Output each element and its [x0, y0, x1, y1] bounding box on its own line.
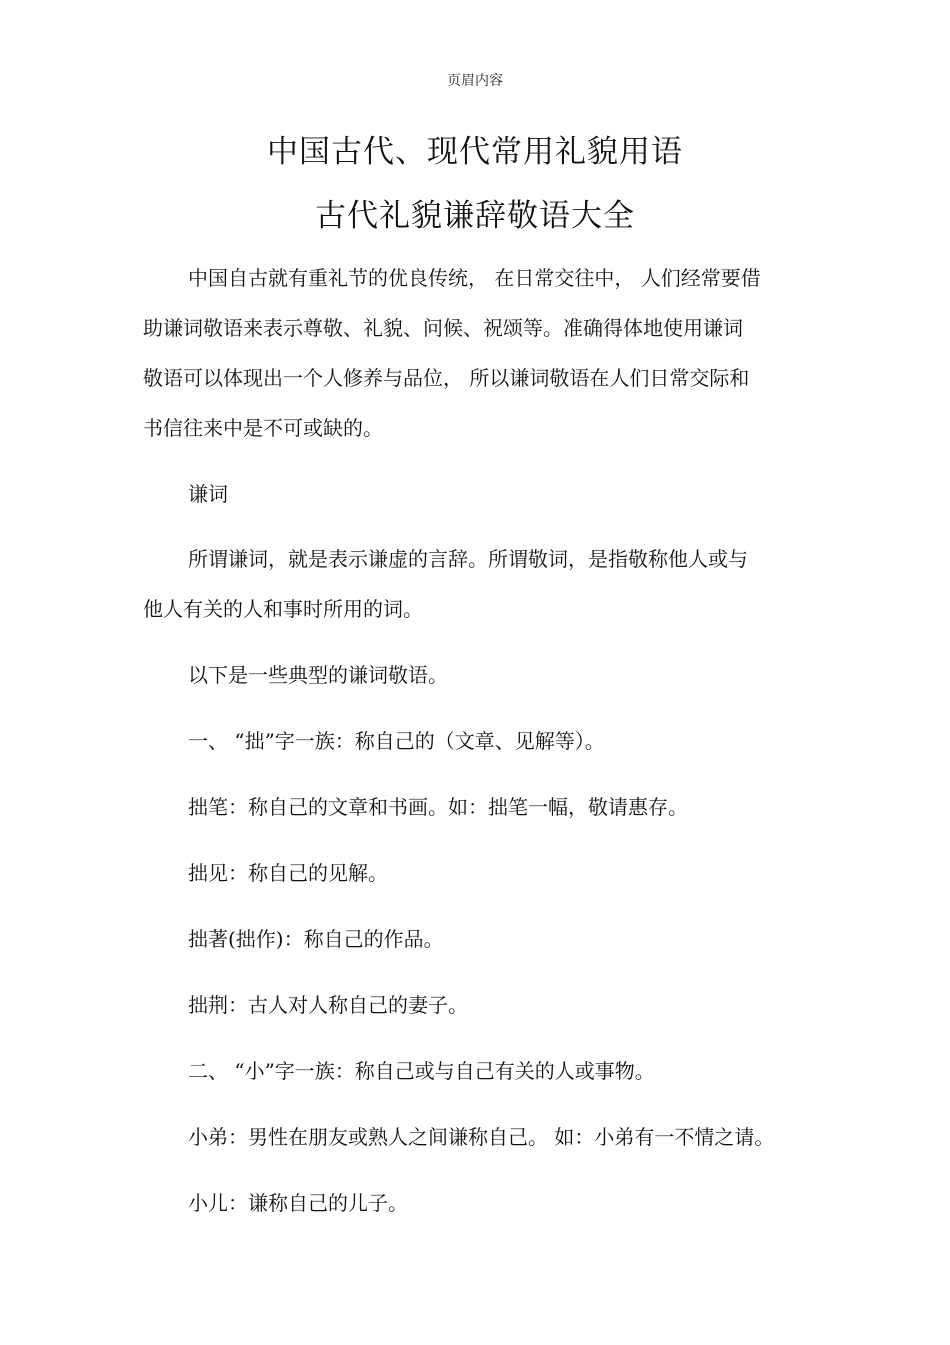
group1-item: 拙笔：称自己的文章和书画。如：拙笔一幅，敬请惠存。 [188, 795, 688, 819]
document-title: 中国古代、现代常用礼貌用语 [267, 134, 683, 170]
document-subtitle: 古代礼貌谦辞敬语大全 [315, 198, 635, 234]
group2-heading: 二、 “小”字一族：称自己或与自己有关的人或事物。 [188, 1059, 655, 1083]
definition-line-1: 所谓谦词，就是表示谦虚的言辞。所谓敬词，是指敬称他人或与 [188, 547, 748, 571]
section-heading: 谦词 [188, 482, 228, 506]
intro-line-2: 助谦词敬语来表示尊敬、礼貌、问候、祝颂等。准确得体地使用谦词 [143, 316, 743, 340]
group1-item: 拙著(拙作)：称自己的作品。 [188, 927, 444, 951]
group2-item: 小弟：男性在朋友或熟人之间谦称自己。 如：小弟有一不情之请。 [188, 1125, 775, 1149]
group2-item: 小儿：谦称自己的儿子。 [188, 1191, 408, 1215]
group1-heading: 一、 “拙”字一族：称自己的（文章、见解等）。 [188, 729, 605, 753]
intro-line-4: 书信往来中是不可或缺的。 [143, 416, 383, 440]
typical-intro: 以下是一些典型的谦词敬语。 [188, 663, 448, 687]
intro-line-3: 敬语可以体现出一个人修养与品位， 所以谦词敬语在人们日常交际和 [143, 366, 750, 390]
page-header: 页眉内容 [447, 73, 503, 89]
group1-item: 拙荆：古人对人称自己的妻子。 [188, 993, 468, 1017]
definition-line-2: 他人有关的人和事时所用的词。 [143, 597, 423, 621]
intro-line-1: 中国自古就有重礼节的优良传统， 在日常交往中， 人们经常要借 [188, 266, 761, 290]
group1-item: 拙见：称自己的见解。 [188, 861, 388, 885]
